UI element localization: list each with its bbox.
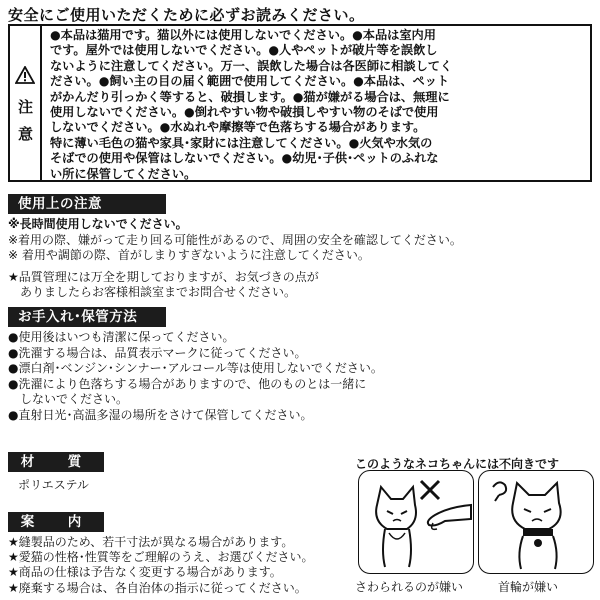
usage-header: 使用上の注意 bbox=[8, 194, 166, 214]
list-item: ●漂白剤･ベンジン･シンナー･アルコール等は使用しないでください。 bbox=[8, 361, 383, 375]
care-header: お手入れ･保管方法 bbox=[8, 307, 166, 327]
list-item: しないでください。 bbox=[8, 392, 129, 406]
caution-label-char-1: 注 bbox=[18, 98, 34, 116]
list-item: ★廃棄する場合は、各自治体の指示に従ってください。 bbox=[8, 580, 307, 595]
unsuitable-heading: このようなネコちゃんには不向きです bbox=[355, 457, 560, 471]
guide-list bbox=[8, 535, 313, 596]
list-item: ※着用の際、嫌がって走り回る可能性があるので、周囲の安全を確認してください。 bbox=[8, 232, 462, 247]
list-item: ●使用後はいつも清潔に保ってください。 bbox=[8, 330, 235, 344]
warning-triangle-icon bbox=[15, 66, 35, 84]
material-header: 材 質 bbox=[8, 452, 104, 472]
list-item: ●洗濯により色落ちする場合がありますので、他のものとは一緒に bbox=[8, 376, 367, 391]
list-item: ●直射日光･高温多湿の場所をさけて保管してください。 bbox=[8, 407, 313, 422]
caption-touch: さわられるのが嫌い bbox=[355, 580, 464, 594]
caution-line: 使用しないでください。●倒れやすい物や破損しやすい物のそばで使用 bbox=[50, 105, 439, 120]
list-item: ★縫製品のため、若干寸法が異なる場合があります。 bbox=[8, 535, 294, 549]
caution-line: ●本品は猫用です。猫以外には使用しないでください。●本品は室内用 bbox=[50, 28, 436, 42]
cat-dislikes-touch-icon bbox=[359, 471, 472, 572]
caution-line: ないように注意してください。万一、誤飲した場合は各医師に相談してく bbox=[50, 58, 453, 73]
care-list bbox=[8, 330, 383, 423]
caution-line: がかんだり引っかく等すると、破損します。●猫が嫌がる場合は、無理に bbox=[50, 89, 450, 104]
caution-side-column bbox=[10, 26, 42, 180]
cat-dislikes-collar-icon bbox=[479, 471, 592, 572]
page-title: 安全にご使用いただくために必ずお読みください。 bbox=[8, 6, 365, 24]
caution-line: い所に保管してください。 bbox=[50, 166, 197, 181]
list-item: ※ 着用や調節の際、首がしまりすぎないように注意してください。 bbox=[8, 248, 370, 262]
list-item: ★品質管理には万全を期しておりますが、お気づきの点が bbox=[8, 269, 319, 284]
usage-list bbox=[8, 217, 462, 301]
material-value: ポリエステル bbox=[18, 478, 89, 492]
list-item: ★愛猫の性格･性質等をご理解のうえ、お選びください。 bbox=[8, 550, 314, 565]
cat-panel-collar bbox=[478, 470, 594, 574]
caution-line: 特に薄い毛色の猫や家具･家財には注意してください。●火気や水気の bbox=[50, 135, 433, 150]
cat-panel-touch bbox=[358, 470, 474, 574]
list-item: ●洗濯する場合は、品質表示マークに従ってください。 bbox=[8, 345, 307, 360]
caution-line: ださい。●飼い主の目の届く範囲で使用してください。●本品は、ペット bbox=[50, 74, 450, 89]
caution-label-char-2: 意 bbox=[18, 125, 34, 143]
guide-header: 案 内 bbox=[8, 512, 104, 532]
caution-box bbox=[8, 24, 592, 182]
list-item: ありましたらお客様相談室までお問合せください。 bbox=[8, 285, 297, 299]
caution-text bbox=[50, 28, 590, 182]
caution-line: です。屋外では使用しないでください。●人やペットが破片等を誤飲し bbox=[50, 43, 438, 58]
list-item: ※長時間使用しないでください。 bbox=[8, 217, 188, 231]
caption-collar: 首輪が嫌い bbox=[498, 580, 559, 594]
caution-line: そばでの使用や保管はしないでください。●幼児･子供･ペットのふれな bbox=[50, 151, 439, 166]
caution-line: しないでください。●水ぬれや摩擦等で色落ちする場合があります。 bbox=[50, 120, 426, 135]
list-item: ★商品の仕様は予告なく変更する場合があります。 bbox=[8, 565, 282, 580]
